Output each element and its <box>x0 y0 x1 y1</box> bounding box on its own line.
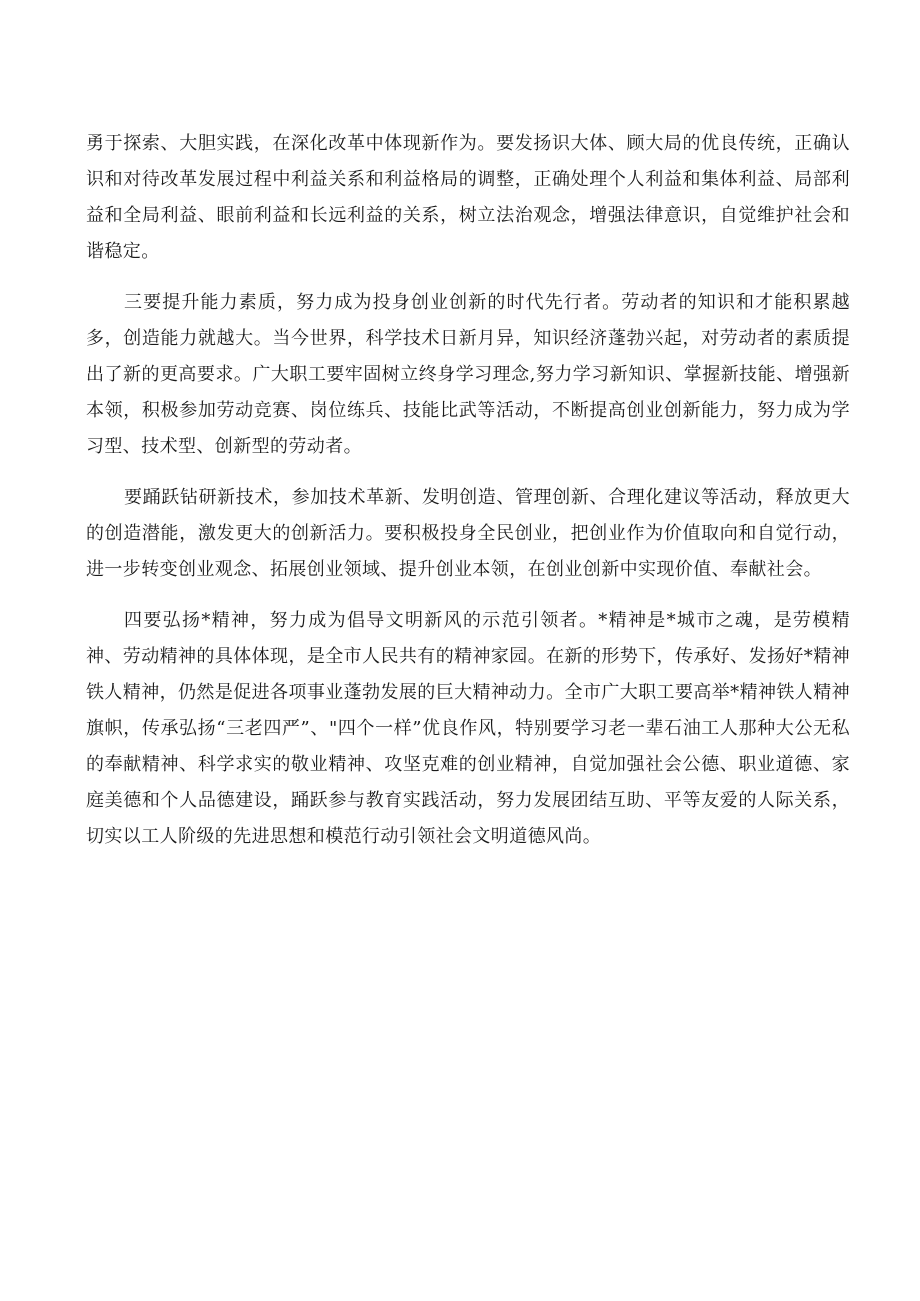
paragraph-1: 勇于探索、大胆实践，在深化改革中体现新作为。要发扬识大体、顾大局的优良传统，正确认识和对待改革发展过程中利益关系和利益格局的调整，正确处理个人利益和集体利益、局部利益和全局利益、眼前利益和长远利益的关系，树立法治观念，增强法律意识，自觉维护社会和谐稳定。 <box>86 133 850 262</box>
paragraph-3: 要踊跃钻研新技术，参加技术革新、发明创造、管理创新、合理化建议等活动，释放更大的创造潜能，激发更大的创新活力。要积极投身全民创业，把创业作为价值取向和自觉行动，进一步转变创业观念、拓展创业领域、提升创业本领，在创业创新中实现价值、奉献社会。 <box>86 487 850 580</box>
paragraph-4: 四要弘扬*精神，努力成为倡导文明新风的示范引领者。*精神是*城市之魂，是劳模精神、劳动精神的具体体现，是全市人民共有的精神家园。在新的形势下，传承好、发扬好*精神铁人精神，仍然是促进各项事业蓬勃发展的巨大精神动力。全市广大职工要高举*精神铁人精神旗帜，传承弘扬“三老四严”、"四个一样”优良作风，特别要学习老一辈石油工人那种大公无私的奉献精神、科学求实的敬业精神、攻坚克难的创业精神，自觉加强社会公德、职业道德、家庭美德和个人品德建设，踊跃参与教育实践活动，努力发展团结互助、平等友爱的人际关系，切实以工人阶级的先进思想和模范行动引领社会文明道德风尚。 <box>86 610 850 847</box>
paragraph-2: 三要提升能力素质，努力成为投身创业创新的时代先行者。劳动者的知识和才能积累越多，创造能力就越大。当今世界，科学技术日新月异，知识经济蓬勃兴起，对劳动者的素质提出了新的更高要求。广大职工要牢固树立终身学习理念,努力学习新知识、掌握新技能、增强新本领，积极参加劳动竞赛、岗位练兵、技能比武等活动，不断提高创业创新能力，努力成为学习型、技术型、创新型的劳动者。 <box>86 292 850 457</box>
document-body <box>86 126 850 870</box>
